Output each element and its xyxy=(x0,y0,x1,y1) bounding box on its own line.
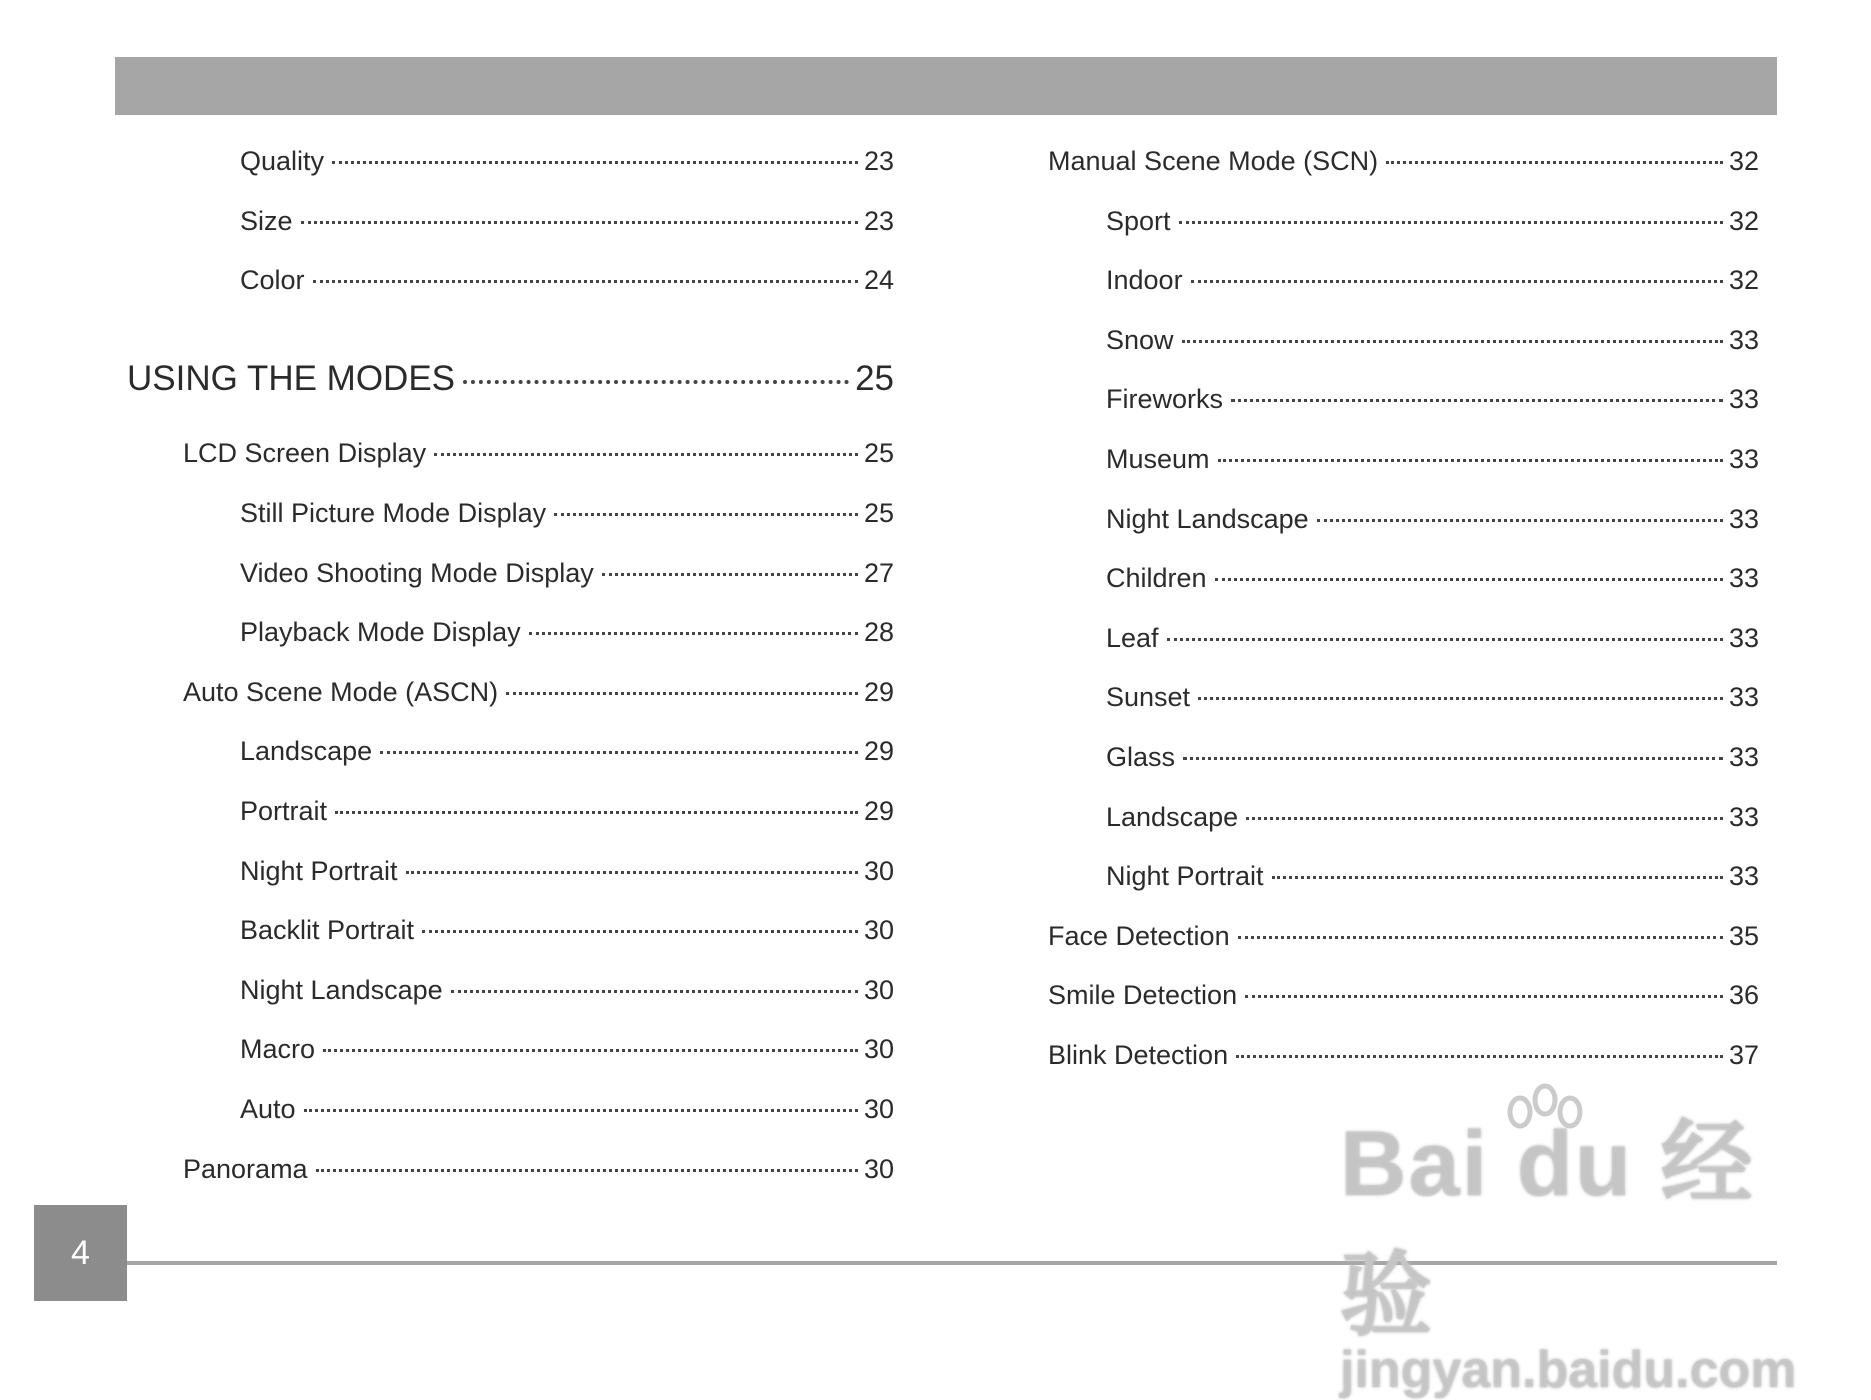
toc-entry-title: Still Picture Mode Display xyxy=(240,497,547,528)
toc-entry[interactable] xyxy=(0,549,1759,609)
toc-entry[interactable] xyxy=(0,192,1759,252)
toc-entry-title: Size xyxy=(240,205,293,236)
toc-entry-page: 32 xyxy=(1728,205,1759,236)
watermark-logo: Bai du 经验 xyxy=(1340,1113,1755,1347)
toc-entry-title: Video Shooting Mode Display xyxy=(240,557,594,588)
toc-entry[interactable] xyxy=(0,132,1759,192)
dot-leader xyxy=(1386,161,1723,164)
toc-entry-page: 30 xyxy=(863,974,894,1005)
toc-entry-page: 35 xyxy=(1728,920,1759,951)
toc-entry-page: 32 xyxy=(1728,265,1759,296)
toc-entry-page: 33 xyxy=(1728,384,1759,415)
toc-entry[interactable] xyxy=(0,1026,1759,1086)
toc-entry-title: USING THE MODES xyxy=(127,358,456,398)
toc-entry-title: Sport xyxy=(1106,205,1171,236)
toc-entry-title: Snow xyxy=(1106,324,1174,355)
dot-leader xyxy=(1167,638,1723,641)
toc-entry-title: Face Detection xyxy=(1048,920,1230,951)
toc-entry-title: Indoor xyxy=(1106,265,1183,296)
header-bar xyxy=(115,57,1777,115)
toc-entry[interactable] xyxy=(0,370,1759,430)
dot-leader xyxy=(1236,1055,1723,1058)
toc-entry-page: 33 xyxy=(1728,682,1759,713)
toc-entry-title: Auto Scene Mode (ASCN) xyxy=(183,676,499,707)
toc-entry[interactable] xyxy=(0,847,1759,907)
toc-entry-title: Blink Detection xyxy=(1048,1039,1229,1070)
toc-entry-page: 36 xyxy=(1728,980,1759,1011)
toc-entry-title: Backlit Portrait xyxy=(240,915,415,946)
toc-entry[interactable] xyxy=(0,668,1759,728)
toc-entry-title: Quality xyxy=(240,146,325,176)
toc-entry-title: Landscape xyxy=(1106,801,1239,832)
toc-entry[interactable] xyxy=(0,490,1759,550)
toc-entry[interactable] xyxy=(0,1140,894,1200)
toc-entry-title: Night Landscape xyxy=(240,974,443,1005)
toc-entry-title: Macro xyxy=(240,1034,316,1065)
dot-leader xyxy=(1231,399,1723,402)
toc-entry-title: Landscape xyxy=(240,736,373,767)
toc-entry-page: 23 xyxy=(863,146,894,176)
toc-entry-title: Portrait xyxy=(240,795,328,826)
toc-entry-title: Leaf xyxy=(1106,622,1159,653)
toc-entry-title: Museum xyxy=(1106,443,1210,474)
toc-entry[interactable] xyxy=(0,788,1759,848)
dot-leader xyxy=(1245,995,1723,998)
toc-entry-title: Night Landscape xyxy=(1106,503,1309,534)
toc-entry[interactable] xyxy=(0,311,1759,371)
toc-entry-title: Night Portrait xyxy=(240,855,398,886)
dot-leader xyxy=(316,1169,858,1172)
toc-entry-title: Manual Scene Mode (SCN) xyxy=(1048,146,1379,176)
toc-entry-page: 24 xyxy=(863,265,894,296)
toc-entry-page: 33 xyxy=(1728,563,1759,594)
toc-entry-page: 33 xyxy=(1728,503,1759,534)
toc-entry-page: 33 xyxy=(1728,622,1759,653)
toc-entry-page: 29 xyxy=(863,676,894,707)
toc-entry-title: Sunset xyxy=(1106,682,1191,713)
toc-entry-page: 37 xyxy=(1728,1039,1759,1070)
toc-entry-title: LCD Screen Display xyxy=(183,438,427,469)
toc-entry[interactable] xyxy=(0,728,1759,788)
toc-entry-page: 25 xyxy=(863,497,894,528)
page-number: 4 xyxy=(34,1205,127,1301)
toc-entry-page: 29 xyxy=(863,736,894,767)
dot-leader xyxy=(1246,817,1723,820)
toc-entry-title: Glass xyxy=(1106,741,1176,772)
toc-entry-page: 23 xyxy=(863,205,894,236)
dot-leader xyxy=(1182,340,1723,343)
toc-entry-title: Color xyxy=(240,265,305,296)
dot-leader xyxy=(1272,876,1723,879)
toc-entry-page: 30 xyxy=(863,1153,894,1184)
toc-entry-title: Night Portrait xyxy=(1106,861,1264,892)
toc-entry[interactable] xyxy=(0,966,1759,1026)
footer-line xyxy=(127,1261,1777,1265)
dot-leader xyxy=(1238,936,1723,939)
toc-entry-page: 30 xyxy=(863,1093,894,1124)
toc-entry-title: Children xyxy=(1106,563,1207,594)
dot-leader xyxy=(1215,578,1723,581)
paw-icon xyxy=(1490,1082,1600,1152)
toc-entry-page: 29 xyxy=(863,795,894,826)
dot-leader xyxy=(304,1109,858,1112)
toc-entry-page: 33 xyxy=(1728,741,1759,772)
toc-entry-page: 33 xyxy=(1728,861,1759,892)
dot-leader xyxy=(1198,697,1723,700)
toc-entry-page: 33 xyxy=(1728,324,1759,355)
toc-entry-page: 30 xyxy=(863,1034,894,1065)
toc-entry-page: 28 xyxy=(863,617,894,648)
toc-entry-page: 30 xyxy=(863,915,894,946)
dot-leader xyxy=(1183,757,1723,760)
toc-entry-page: 33 xyxy=(1728,801,1759,832)
baidu-watermark xyxy=(1340,1090,1797,1399)
toc-entry-title: Playback Mode Display xyxy=(240,617,521,648)
dot-leader xyxy=(1218,459,1723,462)
toc-entry[interactable] xyxy=(0,251,1759,311)
toc-entry-title: Panorama xyxy=(183,1153,308,1184)
toc-entry-page: 33 xyxy=(1728,443,1759,474)
toc-entry-page: 25 xyxy=(863,438,894,469)
dot-leader xyxy=(1317,519,1723,522)
dot-leader xyxy=(1179,221,1723,224)
watermark-url: jingyan.baidu.com xyxy=(1340,1341,1797,1399)
toc-entry[interactable] xyxy=(0,907,1759,967)
toc-entry-page: 30 xyxy=(863,855,894,886)
toc-entry[interactable] xyxy=(0,430,1759,490)
dot-leader xyxy=(1191,280,1723,283)
toc-entry-title: Smile Detection xyxy=(1048,980,1238,1011)
toc-entry[interactable] xyxy=(0,609,1759,669)
toc-entry-title: Fireworks xyxy=(1106,384,1224,415)
toc-entry-page: 27 xyxy=(863,557,894,588)
toc-entry-title: Auto xyxy=(240,1093,296,1124)
toc-entry-page: 32 xyxy=(1728,146,1759,176)
toc-entry[interactable] xyxy=(0,1080,894,1140)
toc-right-column xyxy=(0,132,1759,1086)
toc-entry-page: 25 xyxy=(855,358,894,398)
